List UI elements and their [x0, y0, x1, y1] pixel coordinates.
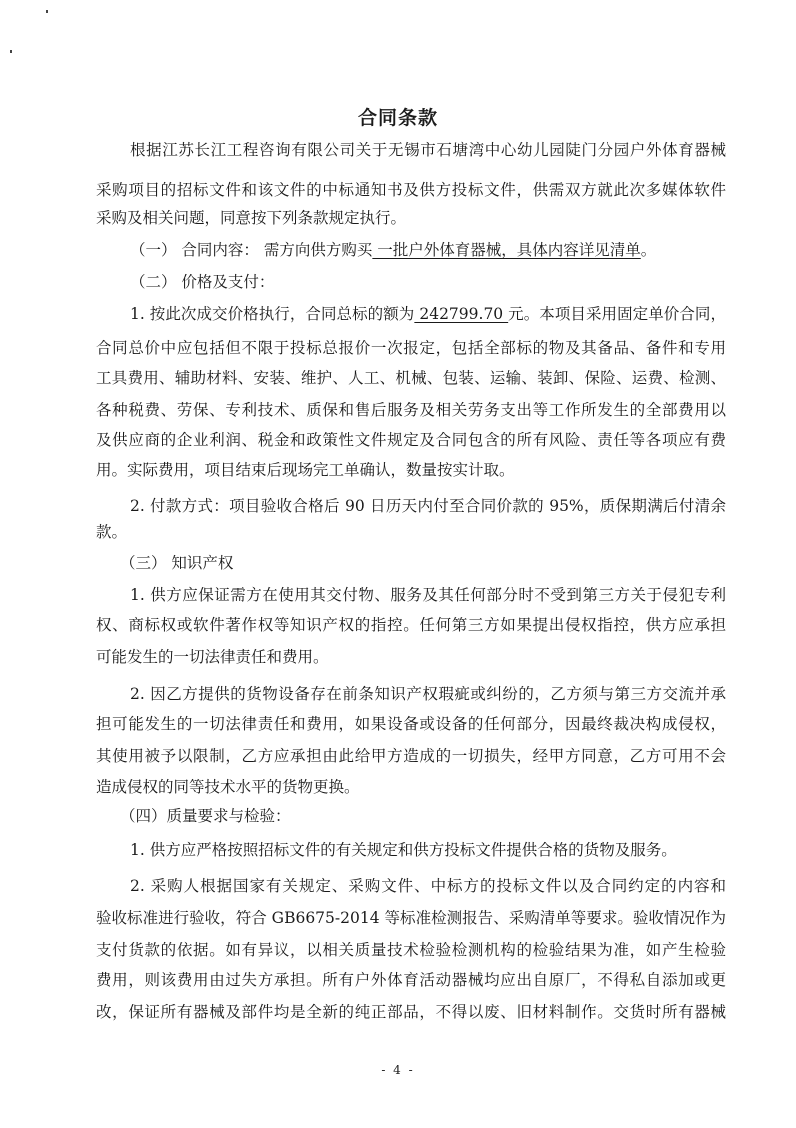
price-line: 工具费用、辅助材料、安装、维护、人工、机械、包装、运输、装卸、保险、运费、检测、 [96, 369, 726, 387]
page-number: - 4 - [381, 1063, 415, 1077]
contract-amount: 242799.70 [414, 305, 509, 323]
ip-line: 1. 供方应保证需方在使用其交付物、服务及其任何部分时不受到第三方关于侵犯专利 [130, 586, 726, 604]
quality-line: 改，保证所有器械及部件均是全新的纯正部品，不得以废、旧材料制作。交货时所有器械 [96, 1003, 726, 1021]
ip-line: 可能发生的一切法律责任和费用。 [96, 648, 329, 666]
payment-line: 2. 付款方式：项目验收合格后 90 日历天内付至合同价款的 95%，质保期满后付清余 [130, 497, 726, 515]
scan-speck [10, 50, 12, 53]
quality-line: 费用，则该费用由过失方承担。所有户外体育活动器械均应出自原厂，不得私自添加或更 [96, 971, 726, 989]
quality-line: 1. 供方应严格按照招标文件的有关规定和供方投标文件提供合格的货物及服务。 [130, 841, 677, 859]
ip-line: 权、商标权或软件著作权等知识产权的指控。任何第三方如果提出侵权指控，供方应承担 [96, 616, 726, 634]
quality-line: 验收标准进行验收，符合 GB6675-2014 等标准检测报告、采购清单等要求。验收情况作为 [96, 909, 726, 927]
payment-line: 款。 [96, 523, 128, 541]
section-4-heading: （四）质量要求与检验： [120, 807, 291, 825]
intro-line: 根据江苏长江工程咨询有限公司关于无锡市石塘湾中心幼儿园陡门分园户外体育器械 [130, 141, 726, 159]
ip-line: 造成侵权的同等技术水平的货物更换。 [96, 778, 360, 796]
section-1-heading [130, 240, 726, 260]
purchase-item: 一批户外体育器械，具体内容详见清单 [372, 241, 641, 259]
section-3-heading: （三） 知识产权 [120, 554, 234, 572]
ip-line: 其使用被予以限制，乙方应承担由此给甲方造成的一切损失，经甲方同意，乙方可用不会 [96, 747, 726, 765]
price-line: 及供应商的企业利润、税金和政策性文件规定及合同包含的所有风险、责任等各项应有费 [96, 431, 726, 449]
price-line [130, 304, 726, 324]
price-line: 合同总价中应包括但不限于投标总报价一次报定，包括全部标的物及其备品、备件和专用 [96, 339, 726, 357]
page-title: 合同条款 [357, 107, 438, 129]
price-line: 用。实际费用，项目结束后现场完工单确认，数量按实计取。 [96, 461, 515, 479]
section-1-label: （一） 合同内容： 需方向供方购买 [130, 241, 373, 259]
ip-line: 担可能发生的一切法律责任和费用，如果设备或设备的任何部分，因最终裁决构成侵权， [96, 715, 726, 733]
price-suffix: 元。本项目采用固定单价合同， [508, 305, 726, 323]
quality-line: 支付货款的依据。如有异议，以相关质量技术检验检测机构的检验结果为准，如产生检验 [96, 941, 726, 959]
ip-line: 2. 因乙方提供的货物设备存在前条知识产权瑕疵或纠纷的，乙方须与第三方交流并承 [130, 685, 726, 703]
intro-line: 采购及相关问题，同意按下列条款规定执行。 [96, 209, 407, 227]
price-prefix: 1. 按此次成交价格执行，合同总标的额为 [130, 305, 415, 323]
section-1-tail: 。 [640, 241, 657, 259]
scan-speck [46, 10, 48, 13]
price-line: 各种税费、劳保、专利技术、质保和售后服务及相关劳务支出等工作所发生的全部费用以 [96, 401, 726, 419]
section-2-heading: （二） 价格及支付： [130, 273, 275, 291]
quality-line: 2. 采购人根据国家有关规定、采购文件、中标方的投标文件以及合同约定的内容和 [130, 877, 726, 895]
intro-line: 采购项目的招标文件和该文件的中标通知书及供方投标文件，供需双方就此次多媒体软件 [96, 181, 726, 199]
